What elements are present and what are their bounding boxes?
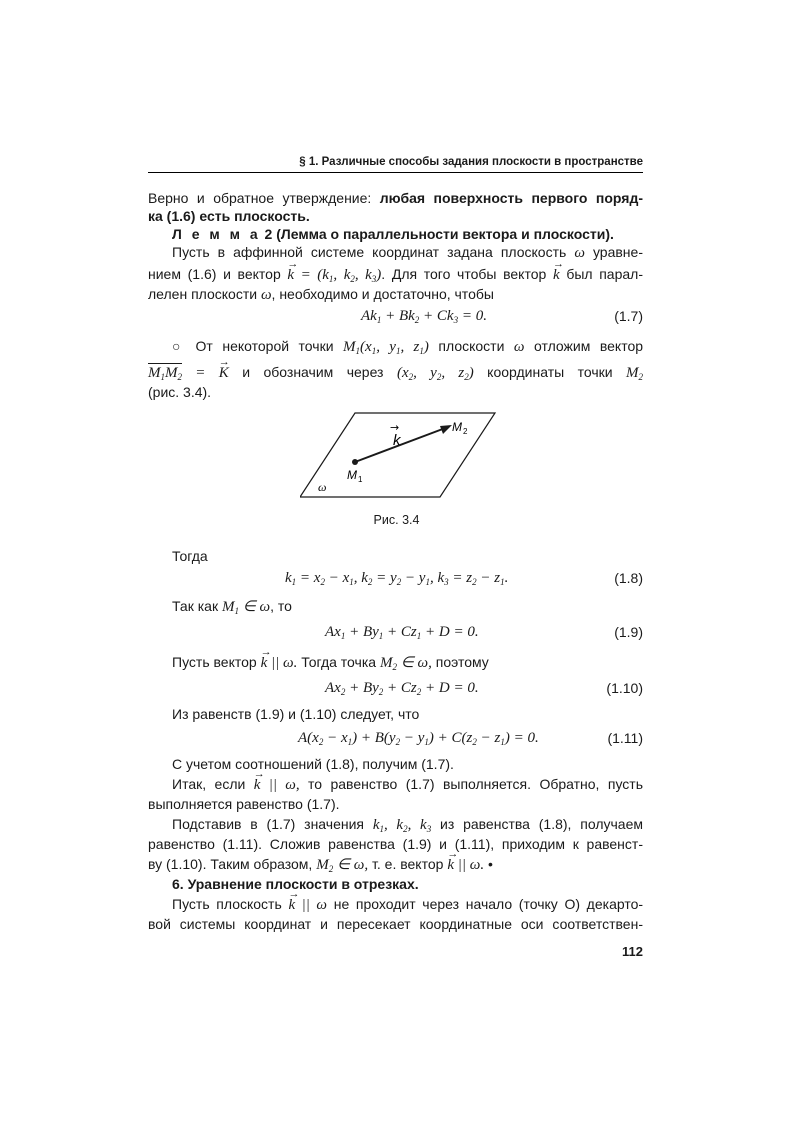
text-line: нием (1.6) и вектор → $k = (k_1$, $k_2$, $k_3$). Для того чтобы вектор → k был парал- — [148, 264, 643, 289]
text-line: Пусть плоскость → k || ω не проходит через начало (точку О) декарто- — [148, 894, 643, 915]
text-line: вой системы координат и пересекает координатные оси соответствен- — [148, 916, 643, 932]
label-m2-sub: 2 — [463, 427, 468, 436]
equation-1-7: $Ak_1 + Bk_2 + Ck_3 = 0$. — [361, 308, 487, 325]
text-line: Тогда — [172, 548, 208, 564]
label-k: k — [393, 432, 401, 449]
equation-number: (1.9) — [614, 624, 643, 640]
text-line: равенство (1.11). Сложив равенства (1.9) и (1.11), приходим к равенст- — [148, 836, 643, 852]
text-line: Так как $M_1$ ∈ ω, то — [172, 598, 292, 616]
text-line: Верно и обратное утверждение: любая поверхность первого поряд- — [148, 190, 643, 206]
point-m1 — [352, 459, 358, 465]
equation-number: (1.7) — [614, 308, 643, 324]
label-m1-sub: 1 — [358, 475, 363, 484]
text-line: Подставив в (1.7) значения $k_1$, $k_2$, $k_3$ из равенства (1.8), получаем — [172, 816, 643, 834]
figure-caption: Рис. 3.4 — [373, 513, 420, 527]
text-line: ву (1.10). Таким образом, $M_2$ ∈ ω, т. е. вектор → k || ω. • — [148, 854, 643, 879]
label-m1: M — [347, 468, 357, 482]
end-of-proof-icon: • — [487, 856, 493, 872]
label-omega: ω — [318, 480, 327, 494]
equation-number: (1.10) — [606, 680, 643, 696]
text-line: Итак, если → k || ω, то равенство (1.7) выполняется. Обратно, пусть — [148, 774, 643, 795]
figure-plane-vector — [300, 410, 500, 500]
vector-k-arrow — [355, 427, 448, 462]
lemma-heading: Л е м м а 2 (Лемма о параллельности вектора и плоскости). — [172, 226, 614, 242]
text-line: ○ От некоторой точки $M_1(x_1$, $y_1$, $z_1$) плоскости ω отложим вектор — [172, 338, 644, 356]
section-heading: 6. Уравнение плоскости в отрезках. — [172, 876, 419, 892]
text-line: (рис. 3.4). — [148, 384, 212, 400]
text-line: Пусть вектор → k || ω. Тогда точка $M_2$ ∈ ω, поэтому — [148, 652, 643, 677]
text-line: С учетом соотношений (1.8), получим (1.7). — [172, 756, 454, 772]
equation-1-11: $A(x_2 - x_1) + B(y_2 - y_1) + C(z_2 - z_1) = 0$. — [298, 730, 539, 747]
vector-arrow-icon: → — [390, 421, 400, 434]
text-line: $M_1M_2$ = → K и обозначим через ($x_2$, $y_2$, $z_2$) координаты точки $M_2$ — [148, 362, 643, 387]
equation-1-8: $k_1 = x_2 - x_1$, $k_2 = y_2 - y_1$, $k_3 = z_2 - z_1$. — [285, 570, 509, 587]
text-line: Из равенств (1.9) и (1.10) следует, что — [172, 706, 420, 722]
equation-number: (1.8) — [614, 570, 643, 586]
text-line: ка (1.6) есть плоскость. — [148, 208, 310, 224]
text-line: лелен плоскости ω, необходимо и достаточно, чтобы — [148, 286, 494, 303]
running-header — [148, 150, 643, 173]
label-m2: M — [452, 420, 462, 434]
arrow-head — [440, 425, 452, 434]
header-title: § 1. Различные способы задания плоскости в пространстве — [299, 156, 643, 168]
equation-1-10: $Ax_2 + By_2 + Cz_2 + D = 0$. — [325, 680, 479, 697]
equation-1-9: $Ax_1 + By_1 + Cz_1 + D = 0$. — [325, 624, 479, 641]
text-line: выполняется равенство (1.7). — [148, 796, 340, 812]
page-number: 112 — [622, 944, 643, 959]
text-line: Пусть в аффинной системе координат задана плоскость ω уравне- — [172, 244, 643, 261]
equation-number: (1.11) — [607, 730, 643, 746]
